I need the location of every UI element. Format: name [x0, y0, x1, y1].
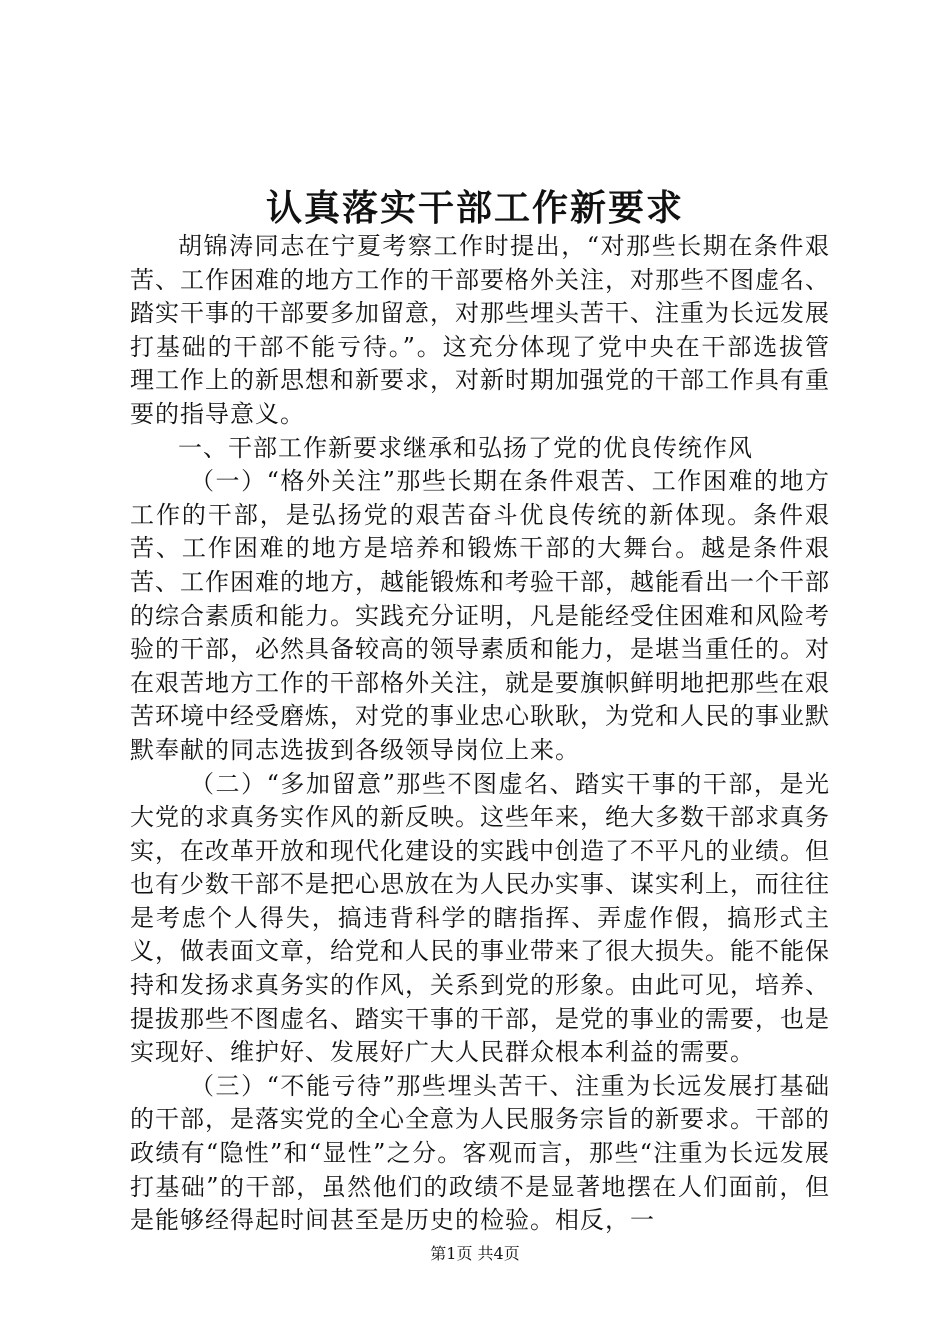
- paragraph-intro: 胡锦涛同志在宁夏考察工作时提出，“对那些长期在条件艰苦、工作困难的地方工作的干部要格外关注，对那些不图虚名、踏实干事的干部要多加留意，对那些埋头苦干、注重为长远发展打基础的干部不能亏待。”。这充分体现了党中央在干部选拔管理工作上的新思想和新要求，对新时期加强党的干部工作具有重要的指导意义。: [130, 232, 830, 428]
- paragraph-point-2: （二）“多加留意”那些不图虚名、踏实干事的干部，是光大党的求真务实作风的新反映。这些年来，绝大多数干部求真务实，在改革开放和现代化建设的实践中创造了不平凡的业绩。但也有少数干部不是把心思放在为人民办实事、谋实利上，而往往是考虑个人得失，搞违背科学的瞎指挥、弄虚作假，搞形式主义，做表面文章，给党和人民的事业带来了很大损失。能不能保持和发扬求真务实的作风，关系到党的形象。由此可见，培养、提拔那些不图虚名、踏实干事的干部，是党的事业的需要，也是实现好、维护好、发展好广大人民群众根本利益的需要。: [130, 769, 830, 1067]
- section-heading: 一、干部工作新要求继承和弘扬了党的优良传统作风: [178, 433, 753, 462]
- document-title: 认真落实干部工作新要求: [265, 187, 684, 229]
- paragraph-point-3: （三）“不能亏待”那些埋头苦干、注重为长远发展打基础的干部，是落实党的全心全意为人民服务宗旨的新要求。干部的政绩有“隐性”和“显性”之分。客观而言，那些“注重为长远发展打基础”的干部，虽然他们的政绩不是显著地摆在人们面前，但是能够经得起时间甚至是历史的检验。相反，一: [130, 1071, 830, 1235]
- document-body: [130, 230, 830, 1238]
- paragraph-point-1: （一）“格外关注”那些长期在条件艰苦、工作困难的地方工作的干部，是弘扬党的艰苦奋斗优良传统的新体现。条件艰苦、工作困难的地方是培养和锻炼干部的大舞台。越是条件艰苦、工作困难的地方，越能锻炼和考验干部，越能看出一个干部的综合素质和能力。实践充分证明，凡是能经受住困难和风险考验的干部，必然具备较高的领导素质和能力，是堪当重任的。对在艰苦地方工作的干部格外关注，就是要旗帜鲜明地把那些在艰苦环境中经受磨炼，对党的事业忠心耿耿，为党和人民的事业默默奉献的同志选拔到各级领导岗位上来。: [130, 467, 830, 764]
- page-number-footer: 第1页 共4页: [430, 1244, 520, 1263]
